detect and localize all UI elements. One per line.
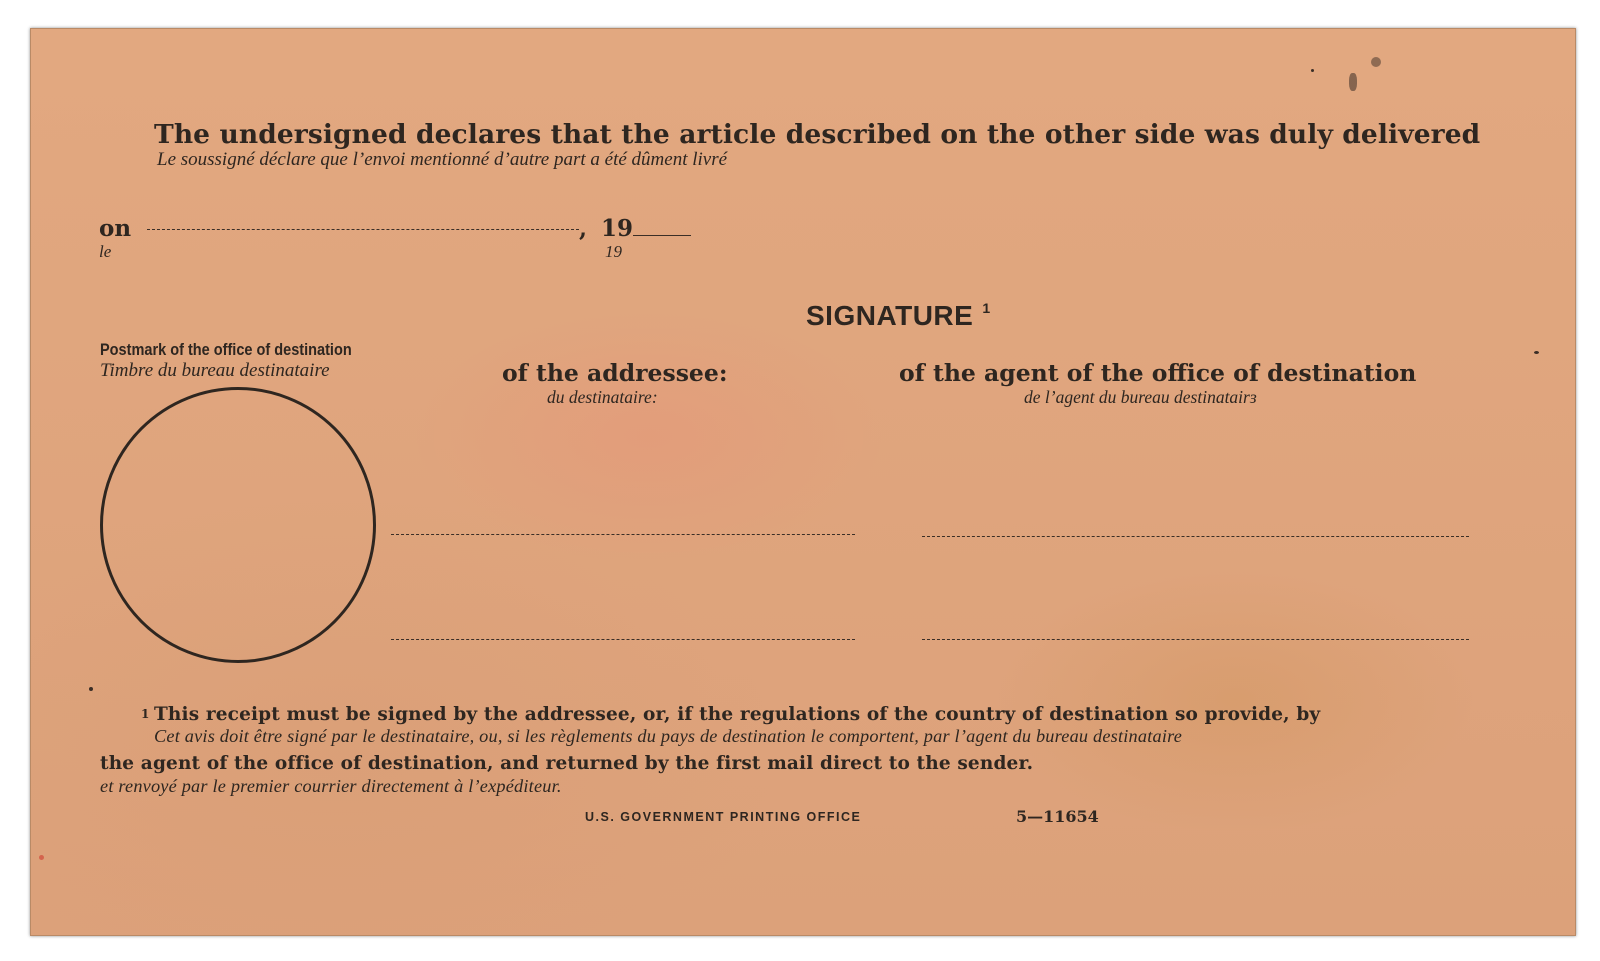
paper-speck: [1371, 57, 1381, 67]
return-receipt-card: [30, 28, 1576, 936]
signature-heading: [806, 300, 990, 332]
form-number: 5—11654: [1016, 807, 1099, 826]
date-le-label: le: [99, 242, 112, 261]
addressee-signature-line-2[interactable]: [391, 639, 855, 640]
agent-signature-line-1[interactable]: [922, 536, 1469, 537]
addressee-label-english: of the addressee:: [502, 359, 728, 387]
year-prefix-french: 19: [605, 242, 622, 261]
paper-speck: [39, 855, 44, 860]
footnote-line1-french: Cet avis doit être signé par le destinataire, ou, si les règlements du pays de destination le comportent, par l’agent du bureau destinataire: [154, 726, 1183, 746]
date-field-line[interactable]: [147, 229, 579, 230]
date-on-label: on: [99, 215, 132, 242]
footnote-mark: 1: [141, 707, 150, 721]
declaration-french: Le soussigné déclare que l’envoi mentionné d’autre part a été dûment livré: [157, 149, 728, 170]
declaration-english: The undersigned declares that the article described on the other side was duly delivered: [154, 119, 1481, 150]
footnote-line2-french: et renvoyé par le premier courrier directement à l’expéditeur.: [100, 776, 562, 796]
paper-speck: [1534, 351, 1539, 354]
agent-label-french: de l’agent du bureau destinatairɜ: [1024, 387, 1257, 407]
signature-heading-text: SIGNATURE: [806, 300, 974, 331]
addressee-label-french: du destinataire:: [547, 387, 658, 407]
footnote-line1-english: This receipt must be signed by the addressee, or, if the regulations of the country of destination so provide, by: [154, 704, 1321, 725]
year-prefix-english: 19: [601, 215, 634, 242]
postmark-label-english: Postmark of the office of destination: [100, 341, 352, 359]
signature-footnote-mark: 1: [982, 300, 991, 316]
addressee-signature-line-1[interactable]: [391, 534, 855, 535]
date-comma: ,: [579, 215, 588, 242]
agent-signature-line-2[interactable]: [922, 639, 1469, 640]
postmark-label-french: Timbre du bureau destinataire: [100, 360, 330, 381]
postmark-circle[interactable]: [100, 387, 376, 663]
footnote-line2-english: the agent of the office of destination, and returned by the first mail direct to the sender.: [100, 753, 1034, 774]
agent-label-english: of the agent of the office of destination: [899, 359, 1417, 387]
paper-speck: [1349, 73, 1357, 91]
printer-imprint: U.S. GOVERNMENT PRINTING OFFICE: [585, 810, 862, 824]
paper-speck: [89, 687, 93, 691]
year-field-line[interactable]: [633, 235, 691, 236]
paper-speck: [1311, 69, 1314, 72]
